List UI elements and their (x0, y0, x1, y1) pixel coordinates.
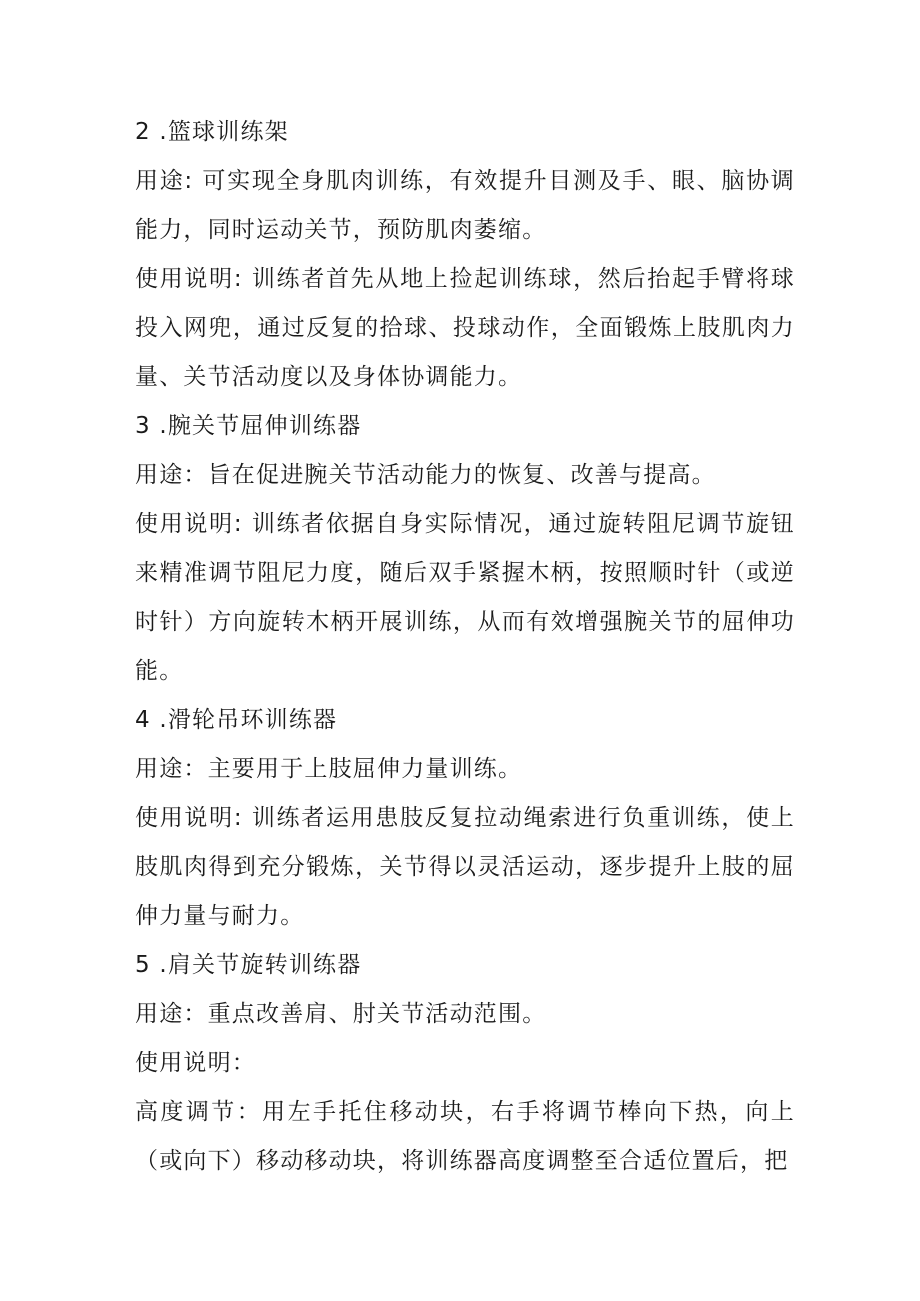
section-purpose-pulley-ring-trainer: 用途：主要用于上肢屈伸力量训练。 (135, 756, 523, 782)
section-purpose-wrist-trainer: 用途：旨在促进腕关节活动能力的恢复、改善与提高。 (135, 462, 716, 488)
section-usage-basketball-rack: 使用说明: 训练者首先从地上捡起训练球，然后抬起手臂将球投入网兜，通过反复的拾球、投球动作，全面锻炼上肢肌肉力量、关节活动度以及身体协调能力。 (135, 266, 795, 390)
section-height-adjust-shoulder-trainer: 高度调节：用左手托住移动块，右手将调节棒向下热，向上（或向下）移动移动块，将训练器高度调整至合适位置后，把 (135, 1099, 795, 1174)
section-heading-pulley-ring-trainer: 4 .滑轮吊环训练器 (135, 707, 338, 733)
section-usage-wrist-trainer: 使用说明: 训练者依据自身实际情况，通过旋转阻尼调节旋钮来精准调节阻尼力度，随后双手紧握木柄，按照顺时针（或逆时针）方向旋转木柄开展训练，从而有效增强腕关节的屈伸功能。 (135, 511, 795, 684)
section-usage-pulley-ring-trainer: 使用说明: 训练者运用患肢反复拉动绳索进行负重训练，使上肢肌肉得到充分锻炼，关节得以灵活运动，逐步提升上肢的屈伸力量与耐力。 (135, 805, 795, 929)
section-heading-basketball-rack: 2 .篮球训练架 (135, 119, 289, 145)
document-body (135, 108, 795, 1186)
section-purpose-basketball-rack: 用途: 可实现全身肌肉训练，有效提升目测及手、眼、脑协调能力，同时运动关节，预防肌肉萎缩。 (135, 168, 795, 243)
section-purpose-shoulder-trainer: 用途：重点改善肩、肘关节活动范围。 (135, 1001, 547, 1027)
section-heading-shoulder-trainer: 5 .肩关节旋转训练器 (135, 952, 362, 978)
section-heading-wrist-trainer: 3 .腕关节屈伸训练器 (135, 413, 362, 439)
section-usage-shoulder-trainer: 使用说明： (135, 1050, 256, 1076)
